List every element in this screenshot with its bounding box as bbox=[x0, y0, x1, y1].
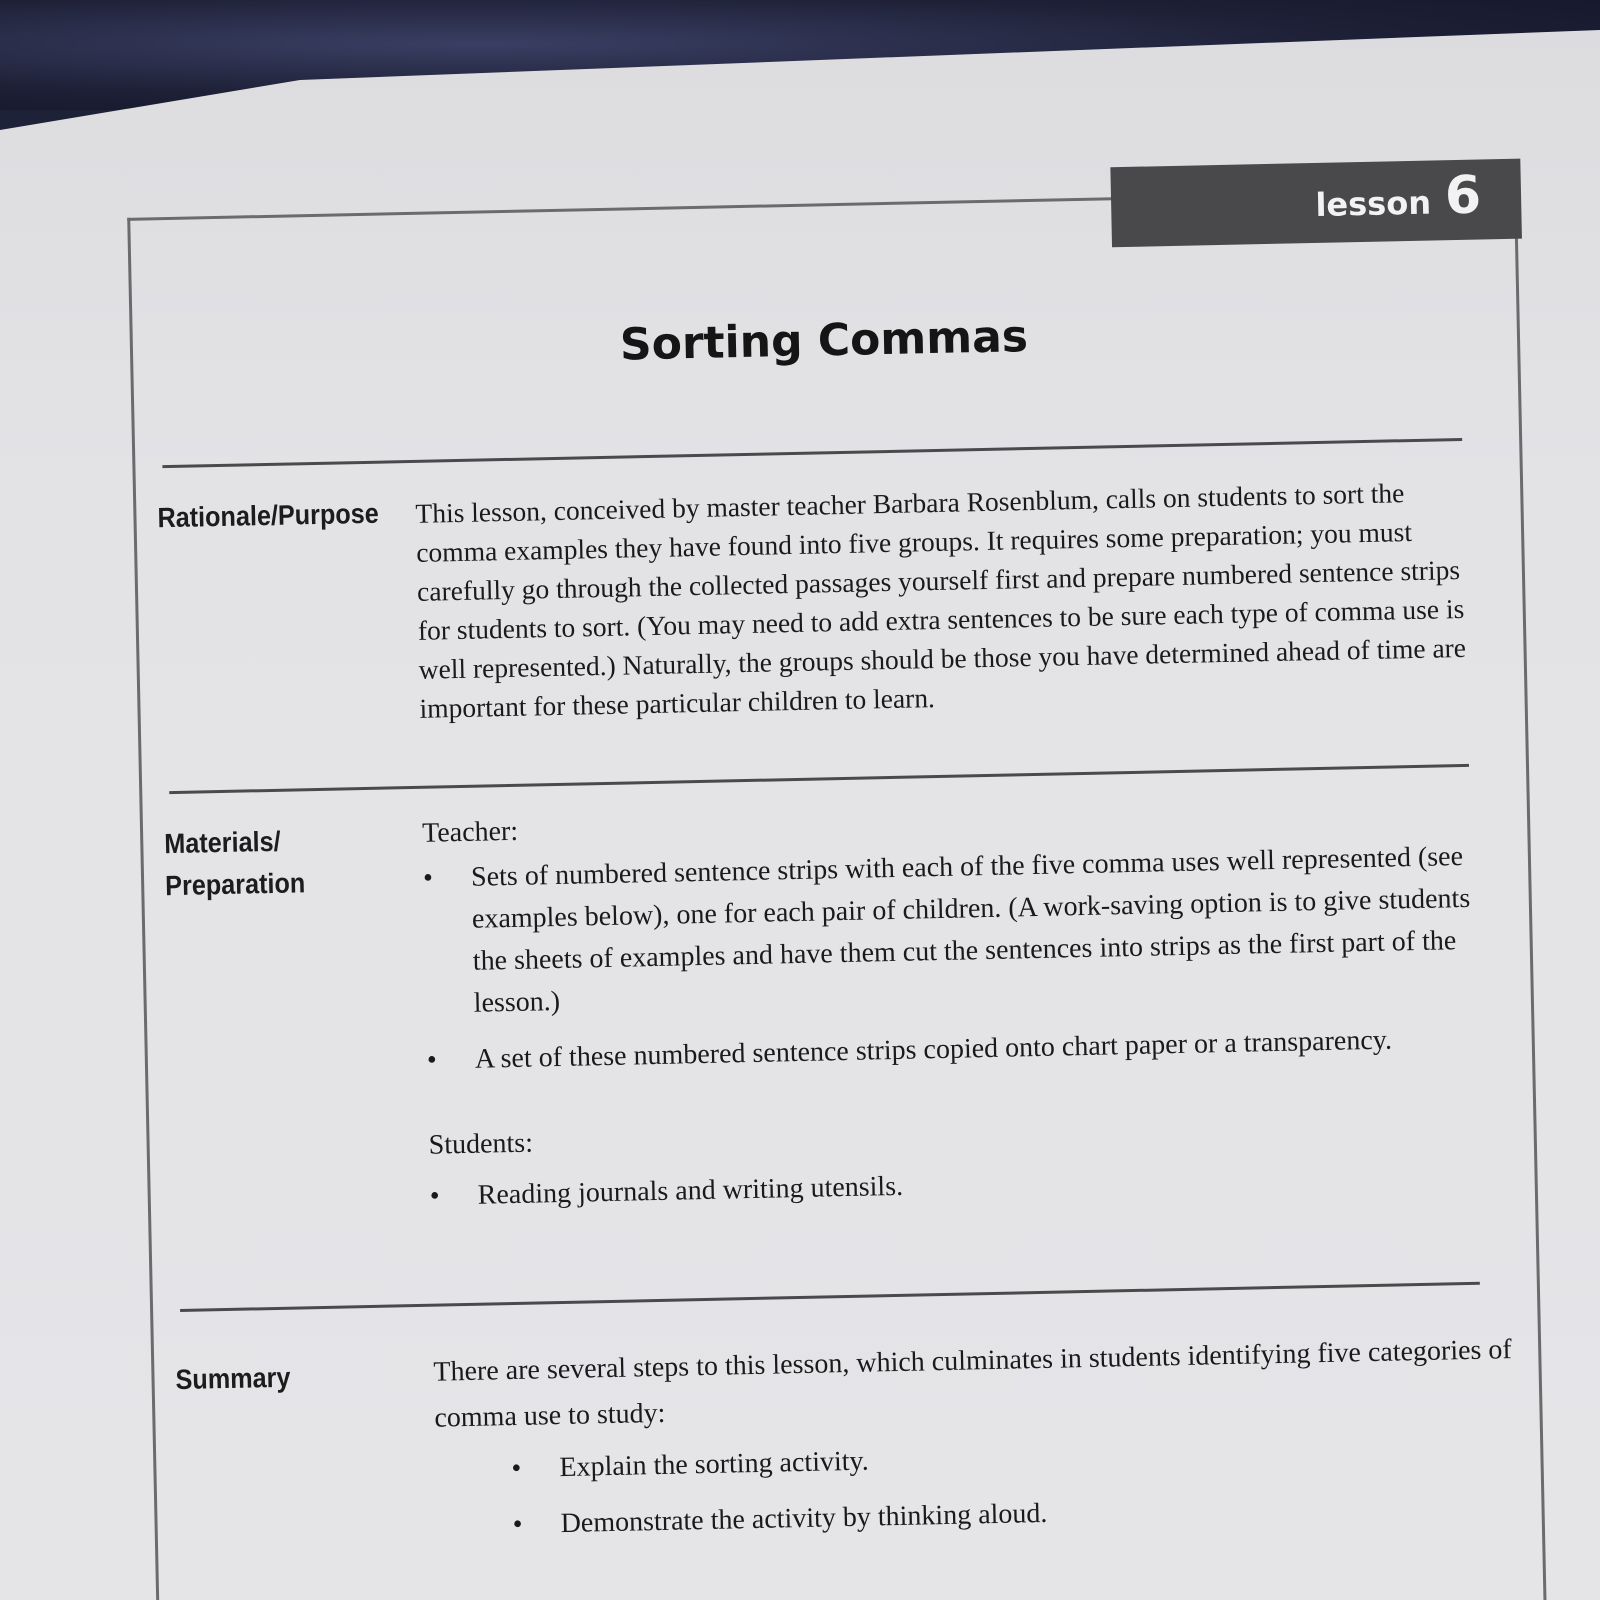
teacher-label: Teacher: bbox=[421, 815, 519, 849]
students-label: Students: bbox=[428, 1127, 534, 1161]
list-item: • Demonstrate the activity by thinking aloud. bbox=[512, 1482, 1557, 1546]
teacher-list bbox=[423, 836, 1487, 1082]
list-item: • Reading journals and writing utensils. bbox=[429, 1154, 1490, 1218]
bullet-icon: • bbox=[422, 862, 434, 894]
rationale-text: This lesson, conceived by master teacher Barbara Rosenblum, calls on students to sort the comma examples they have found into five groups. It requires some preparation; you must carefully go through the collected passages yourself first and prepare numbered sentence strips for students to sort. (You may need to add extra sentences to be sure each type of comma use is well represented.) Naturally, the groups should be those you have determined ahead of time are important for these particular children to learn. bbox=[415, 477, 1467, 724]
lesson-content bbox=[120, 131, 1550, 1600]
students-list bbox=[429, 1154, 1490, 1218]
list-item: • Explain the sorting activity. bbox=[511, 1426, 1556, 1490]
materials-label-line1: Materials/ bbox=[164, 825, 281, 860]
materials-label-line2: Preparation bbox=[164, 867, 306, 902]
lesson-number: 6 bbox=[1444, 165, 1482, 227]
bullet-icon: • bbox=[426, 1044, 438, 1076]
summary-body bbox=[433, 1326, 1557, 1561]
materials-body bbox=[422, 792, 1491, 1232]
list-item: • A set of these numbered sentence strips copied onto chart paper or a transparency. bbox=[426, 1018, 1487, 1082]
bullet-icon: • bbox=[511, 1452, 522, 1485]
lesson-word: lesson bbox=[1315, 183, 1432, 224]
list-item: • Sets of numbered sentence strips with each of the five comma uses well represented (see examples below), one for each pair of children. (A work-saving option is to give students the sheets of examples and have them cut the sentences into strips as the first part of the lesson.) bbox=[422, 841, 1471, 1019]
materials-label bbox=[164, 819, 391, 908]
bullet-icon: • bbox=[512, 1508, 523, 1541]
rationale-label: Rationale/Purpose bbox=[157, 497, 380, 534]
summary-label: Summary bbox=[175, 1361, 291, 1396]
summary-list bbox=[511, 1426, 1557, 1546]
lesson-tab bbox=[1110, 159, 1522, 248]
summary-text: There are several steps to this lesson, which culminates in students identifying five categories of comma use to study: bbox=[433, 1334, 1513, 1434]
bullet-icon: • bbox=[429, 1180, 440, 1212]
page-title: Sorting Commas bbox=[619, 311, 1029, 371]
